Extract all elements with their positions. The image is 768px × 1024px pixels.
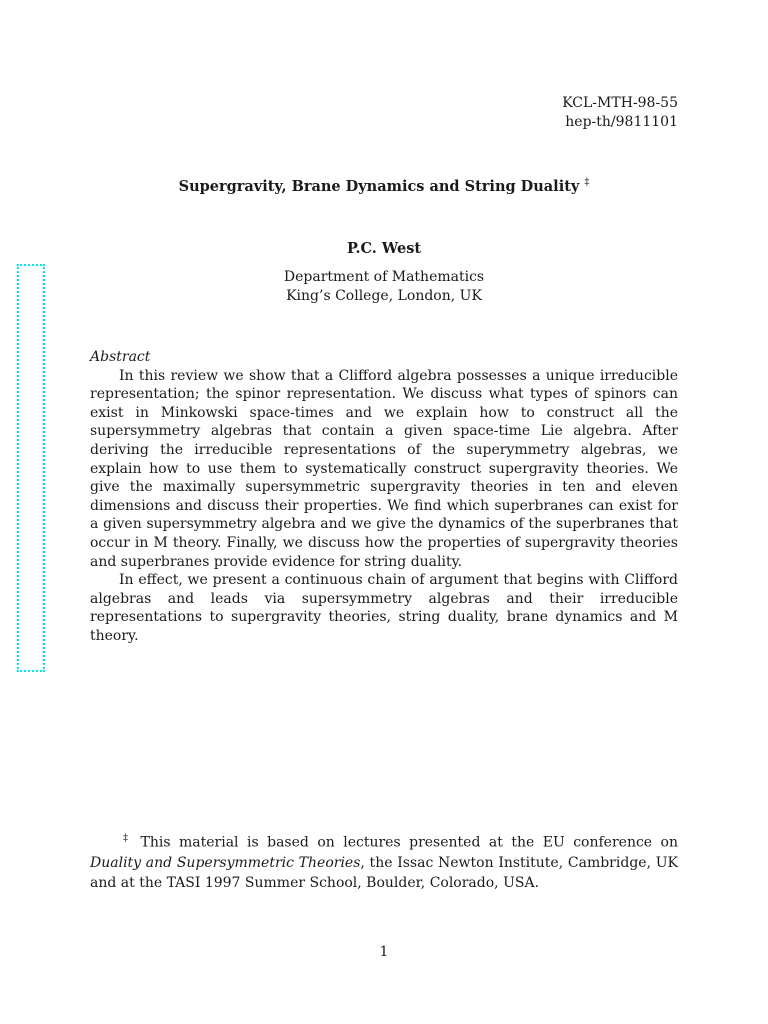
paper-title	[0, 177, 768, 195]
abstract-paragraph: In this review we show that a Clifford algebra possesses a unique irreducible representation; the spinor representation. We discuss what types of spinors can exist in Minkowski space-times and we explain how to construct all the supersymmetry algebras that contain a given space-time Lie algebra. After deriving the irreducible representations of the superymmetry algebras, we explain how to use them to systematically construct supergravity theories. We give the maximally supersymmetric supergravity theories in ten and eleven dimensions and discuss their properties. We find which superbranes can exist for a given supersymmetry algebra and we give the dynamics of the superbranes that occur in M theory. Finally, we discuss how the properties of supergravity theories and superbranes provide evidence for string duality.	[90, 367, 678, 570]
footnote-part2: , the Issac Newton Institute, Cambridge, UK and at the TASI 1997 Summer School, Boulder, Colorado, USA.	[90, 854, 678, 891]
report-identifiers	[562, 94, 678, 132]
page-number: 1	[379, 944, 389, 960]
abstract-heading: Abstract	[90, 349, 151, 365]
footnote	[90, 829, 678, 893]
author-name: P.C. West	[346, 240, 422, 257]
title-footnote-mark[interactable]: ‡	[584, 177, 590, 188]
arxiv-id: hep-th/9811101	[565, 114, 678, 130]
abstract-paragraph: In effect, we present a continuous chain of argument that begins with Clifford algebras and leads via supersymmetry algebras and their irreducible representations to supergravity theories, string duality, brane dynamics and M theory.	[90, 572, 678, 644]
title-text: Supergravity, Brane Dynamics and String Duality	[178, 177, 580, 195]
footnote-part1: This material is based on lectures presented at the EU conference on	[132, 834, 679, 851]
abstract	[90, 348, 678, 646]
footnote-text	[90, 829, 678, 893]
institution: King’s College, London, UK	[286, 288, 482, 304]
author-affiliation	[0, 268, 768, 306]
conference-title: Duality and Supersymmetric Theories	[90, 854, 361, 871]
report-number: KCL-MTH-98-55	[562, 95, 678, 111]
department: Department of Mathematics	[283, 269, 485, 285]
hyperlink-box[interactable]	[17, 264, 45, 672]
footnote-mark: ‡	[123, 833, 133, 844]
